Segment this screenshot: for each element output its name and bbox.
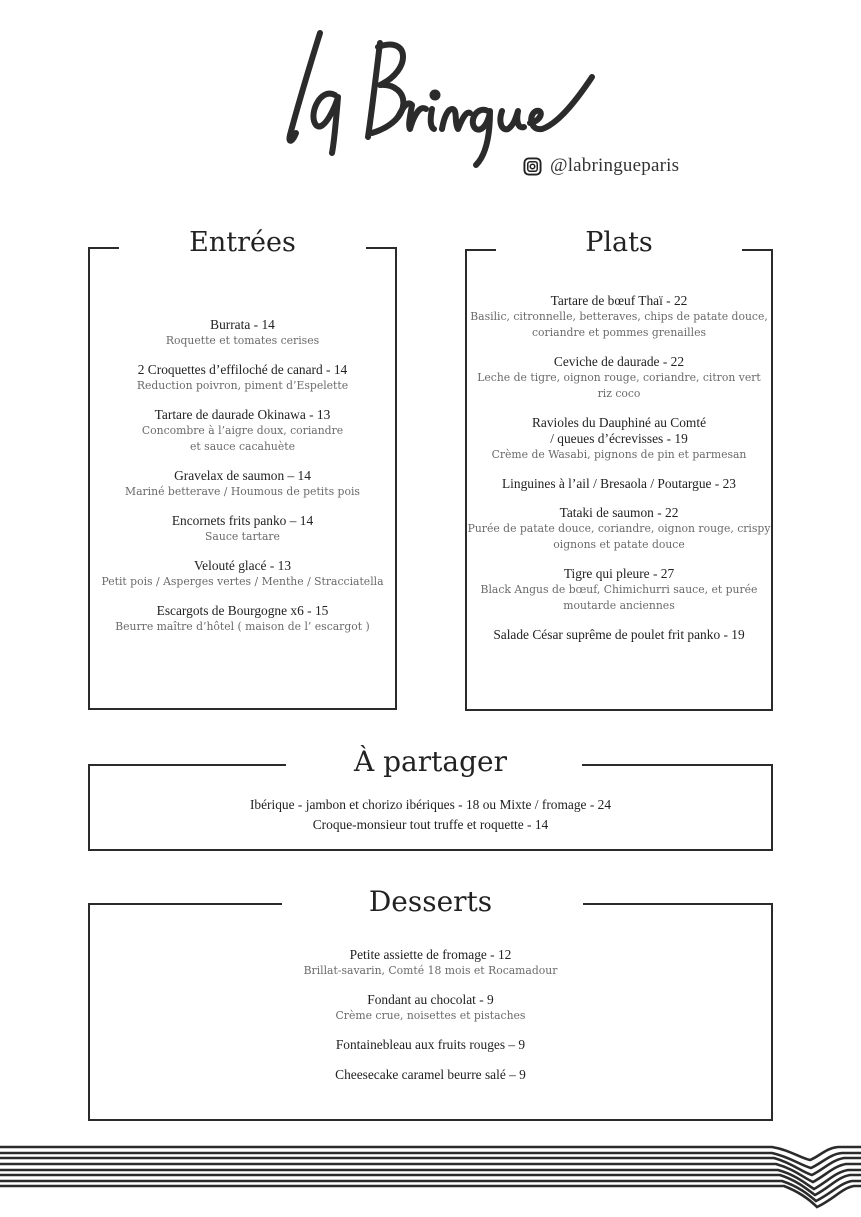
item-name: Ravioles du Dauphiné au Comté [531,415,707,430]
item-name: Linguines à l’ail / Bresaola / Poutargue - 23 [501,476,737,491]
item-name: Gravelax de saumon – 14 [174,468,311,483]
item-name: Tartare de bœuf Thaï - 22 [550,293,688,308]
item-desc: Roquette et tomates cerises [165,334,320,347]
item-name: / queues d’écrevisses - 19 [550,431,688,446]
section-desserts [88,885,773,1121]
menu-item [467,293,771,341]
section-plats [465,227,773,711]
la-bringue-logo [280,25,600,175]
item-name: Encornets frits panko – 14 [171,513,314,528]
item-desc: Basilic, citronnelle, betteraves, chips de patate douce, [470,310,768,323]
item-name: Petite assiette de fromage - 12 [349,947,512,962]
partager-list [90,797,771,846]
item-name: Cheesecake caramel beurre salé – 9 [335,1067,526,1082]
section-title: Entrées [189,227,296,258]
item-name: Fontainebleau aux fruits rouges – 9 [335,1037,526,1052]
instagram-link[interactable] [523,155,679,177]
item-name: Fondant au chocolat - 9 [367,992,494,1007]
item-desc: oignons et patate douce [553,538,685,551]
item-name: Tartare de daurade Okinawa - 13 [154,407,331,422]
item-name: Salade César suprême de poulet frit panko - 19 [493,627,745,642]
item-desc: Purée de patate douce, coriandre, oignon rouge, crispy [467,522,771,535]
menu-item [90,362,395,394]
item-desc: Beurre maître d’hôtel ( maison de l’ escargot ) [115,620,370,633]
item-desc: Black Angus de bœuf, Chimichurri sauce, et purée [480,583,758,596]
desserts-list [90,947,771,1096]
menu-item [90,1067,771,1083]
plats-list [467,293,771,656]
section-entrees [88,227,397,710]
entrees-list [90,317,395,648]
item-desc: Brillat-savarin, Comté 18 mois et Rocamadour [303,964,558,977]
menu-item [467,627,771,643]
menu-item [90,558,395,590]
menu-item [90,797,771,813]
menu-item [467,354,771,402]
item-name: Croque-monsieur tout truffe et roquette - 14 [312,817,549,832]
item-desc: coriandre et pommes grenailles [532,326,706,339]
item-name: Burrata - 14 [210,317,275,332]
item-name: Tigre qui pleure - 27 [563,566,675,581]
menu-item [90,992,771,1024]
item-name: Tataki de saumon - 22 [559,505,679,520]
menu-item [467,505,771,553]
section-a-partager [88,745,773,851]
item-name: Ceviche de daurade - 22 [553,354,685,369]
item-desc: Petit pois / Asperges vertes / Menthe / Stracciatella [101,575,384,588]
menu-item [90,603,395,635]
menu-item [90,947,771,979]
item-desc: Crème de Wasabi, pignons de pin et parmesan [491,448,747,461]
menu-item [90,1037,771,1053]
section-title: Desserts [368,885,493,918]
item-desc: Mariné betterave / Houmous de petits pois [125,485,360,498]
menu-item [467,566,771,614]
instagram-icon [523,157,542,176]
menu-item [467,476,771,492]
menu-item [90,407,395,455]
item-desc: Reduction poivron, piment d’Espelette [136,379,349,392]
item-desc: moutarde anciennes [563,599,675,612]
item-desc: Leche de tigre, oignon rouge, coriandre, citron vert [477,371,761,384]
item-desc: Concombre à l’aigre doux, coriandre [141,424,344,437]
item-name: Ibérique - jambon et chorizo ibériques - 18 ou Mixte / fromage - 24 [249,797,612,812]
menu-item [90,513,395,545]
item-desc: Crème crue, noisettes et pistaches [335,1009,526,1022]
instagram-handle: @labringueparis [550,155,680,176]
menu-item [90,317,395,349]
item-name: 2 Croquettes d’effiloché de canard - 14 [137,362,348,377]
section-title: À partager [354,745,507,778]
menu-item [90,817,771,833]
item-name: Escargots de Bourgogne x6 - 15 [156,603,329,618]
menu-item [90,468,395,500]
item-desc: riz coco [597,387,641,400]
item-desc: Sauce tartare [205,530,280,543]
decorative-stripes [0,1140,861,1212]
item-desc: et sauce cacahuète [190,440,295,453]
item-name: Velouté glacé - 13 [193,558,292,573]
section-title: Plats [585,227,653,258]
menu-item [467,415,771,463]
